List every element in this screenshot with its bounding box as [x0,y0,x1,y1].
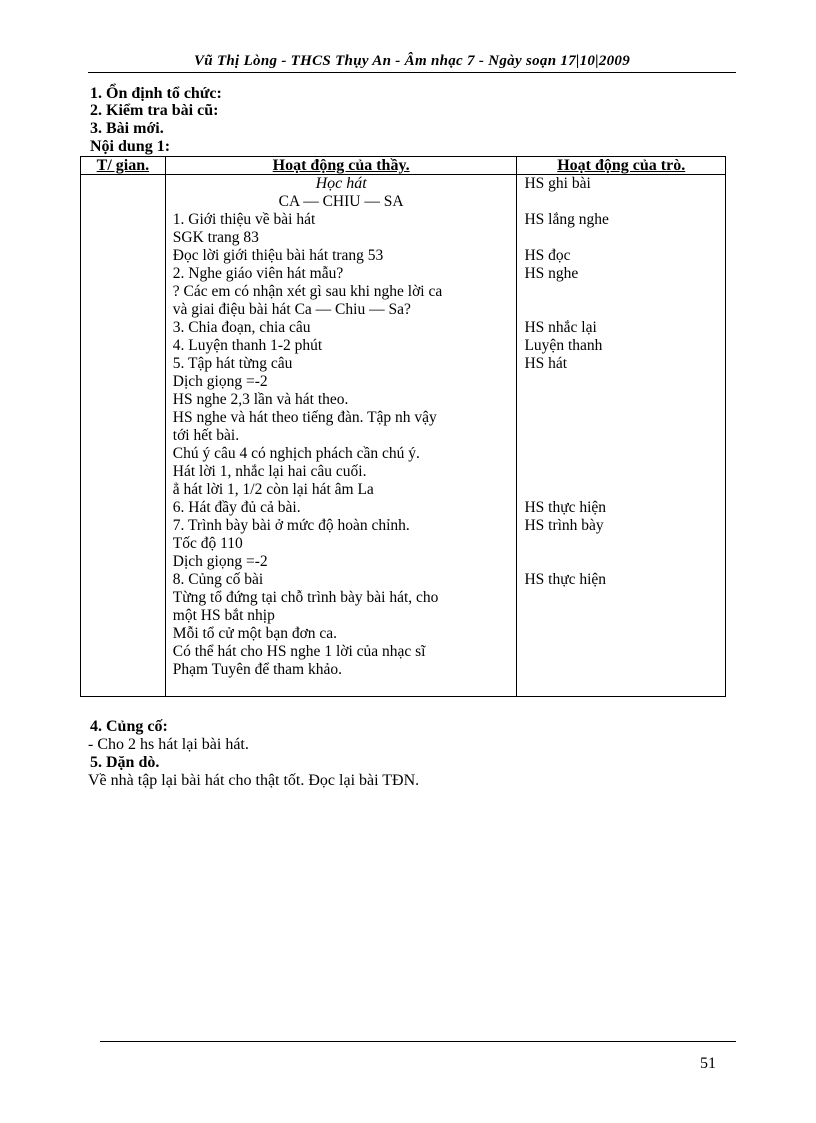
teacher-line: Dịch giọng =-2 [172,553,268,570]
student-line [517,391,725,409]
teacher-line: Có thể hát cho HS nghe 1 lời của nhạc sĩ [172,643,426,660]
lesson-table [80,156,726,697]
teacher-line: Từng tổ đứng tại chỗ trình bày bài hát, cho [172,589,439,606]
student-line: HS thực hiện [524,499,607,516]
teacher-line: SGK trang 83 [172,229,259,246]
student-line: HS hát [524,355,568,372]
page-header: Vũ Thị Lòng - THCS Thụy An - Âm nhạc 7 - Ngày soạn 17|10|2009 [88,50,736,73]
student-line: HS đọc [524,247,571,264]
teacher-line: 4. Luyện thanh 1-2 phút [172,337,323,354]
teacher-line: Tốc độ 110 [172,535,243,552]
consolidation-item: - Cho 2 hs hát lại bài hát. [88,736,249,753]
teacher-line: ? Các em có nhận xét gì sau khi nghe lời ca [172,283,443,300]
student-line: HS thực hiện [524,571,607,588]
teacher-line: 1. Giới thiệu về bài hát [172,211,316,228]
teacher-line: tới hết bài. [172,427,240,444]
teacher-line: Đọc lời giới thiệu bài hát trang 53 [172,247,384,264]
teacher-line-song-name: CA — CHIU — SA [278,193,404,210]
student-line: HS lắng nghe [524,211,609,228]
student-line [517,481,725,499]
student-line [517,553,725,571]
student-line: HS nghe [524,265,579,282]
teacher-activity-cell [165,175,517,697]
column-header-teacher: Hoạt động của thầy. [165,157,517,175]
teacher-line: một HS bắt nhịp [172,607,275,624]
student-line [517,373,725,391]
student-line: Luyện thanh [524,337,603,354]
section-3-heading: 3. Bài mới. [90,120,164,137]
teacher-line: Phạm Tuyên để tham khảo. [172,661,342,678]
table-row [81,175,726,697]
content-1-heading: Nội dung 1: [90,138,171,155]
student-line [517,427,725,445]
teacher-line: 3. Chia đoạn, chia câu [172,319,311,336]
section-1-heading: 1. Ổn định tổ chức: [90,85,222,102]
section-2-heading: 2. Kiểm tra bài cũ: [90,102,219,119]
table-header-row [81,157,726,175]
teacher-line: Dịch giọng =-2 [172,373,268,390]
teacher-line: 7. Trình bày bài ở mức độ hoàn chỉnh. [172,517,410,534]
student-activity-cell [517,175,726,697]
student-line: HS trình bày [524,517,604,534]
teacher-line: Mỗi tổ cử một bạn đơn ca. [172,625,338,642]
teacher-line: 8. Củng cố bài [172,571,264,588]
teacher-line: và giai điệu bài hát Ca — Chiu — Sa? [172,301,411,318]
student-line [517,445,725,463]
student-line [517,193,725,211]
time-cell [81,175,166,697]
student-line [517,409,725,427]
teacher-line-title: Học hát [315,175,367,192]
teacher-line: 6. Hát đầy đủ cả bài. [172,499,301,516]
footer-divider [100,1041,736,1042]
teacher-line: ẳ hát lời 1, 1/2 còn lại hát âm La [172,481,374,498]
student-line [517,301,725,319]
teacher-line: 5. Tập hát từng câu [172,355,293,372]
column-header-time: T/ gian. [81,157,166,175]
homework-heading: 5. Dặn dò. [90,754,160,771]
teacher-line: Chú ý câu 4 có nghịch phách cần chú ý. [172,445,420,462]
teacher-line: HS nghe 2,3 lần và hát theo. [172,391,349,408]
student-line [517,283,725,301]
teacher-line: HS nghe và hát theo tiếng đàn. Tập nh vậy [172,409,437,426]
student-line [517,535,725,553]
student-line: HS nhắc lại [524,319,597,336]
consolidation-heading: 4. Củng cố: [90,718,168,735]
column-header-student: Hoạt động của trò. [517,157,726,175]
student-line: HS ghi bài [524,175,591,192]
student-line [517,229,725,247]
teacher-line: Hát lời 1, nhắc lại hai câu cuối. [172,463,367,480]
homework-item: Về nhà tập lại bài hát cho thật tốt. Đọc lại bài TĐN. [88,772,420,789]
student-line [517,463,725,481]
page-number: 51 [700,1055,716,1072]
teacher-line: 2. Nghe giáo viên hát mẫu? [172,265,344,282]
